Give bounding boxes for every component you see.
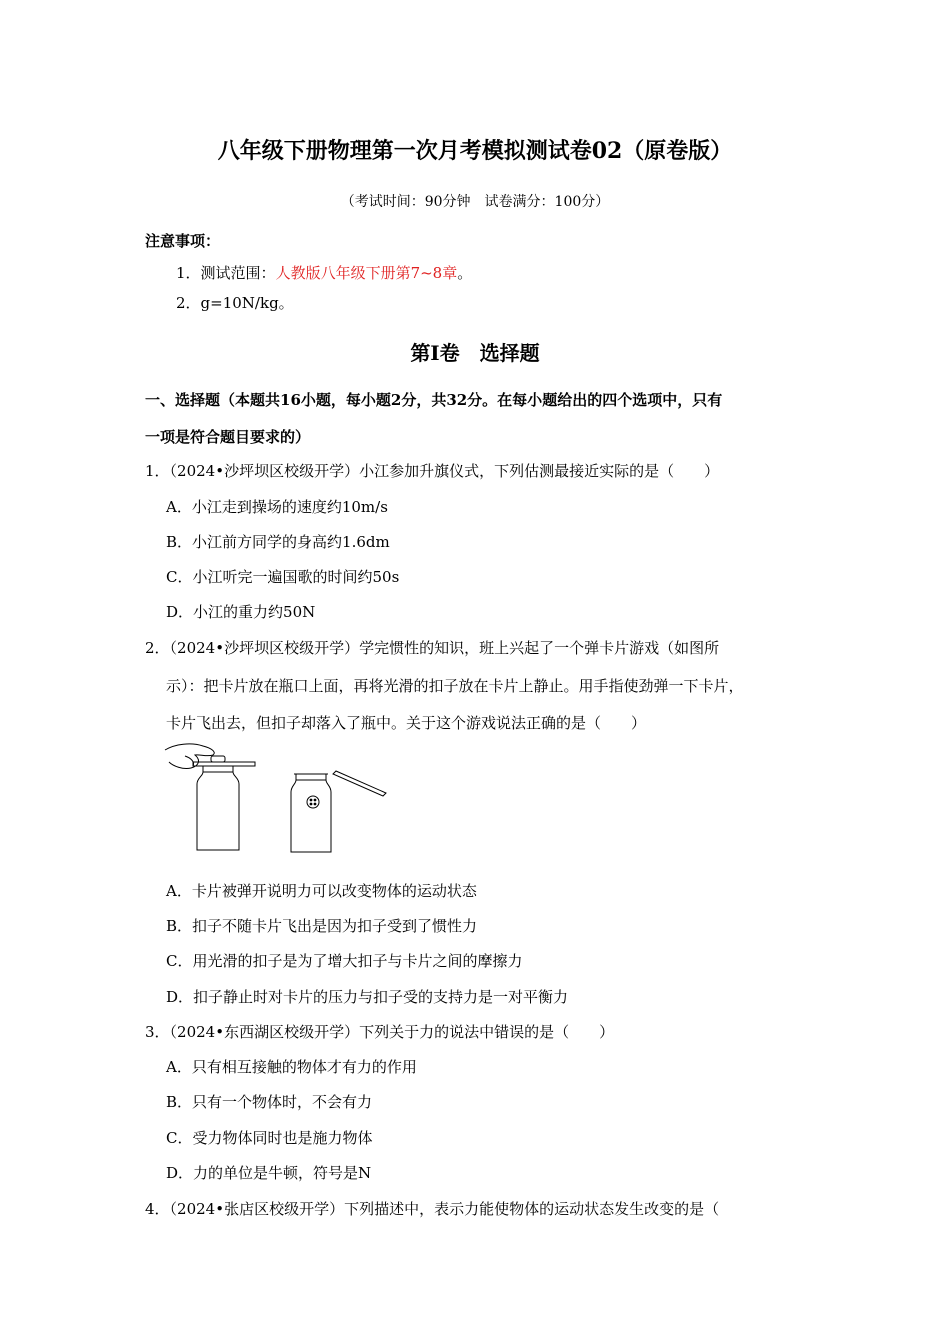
part-heading-line-2: 一项是符合题目要求的） xyxy=(145,428,311,446)
note-text: g=10N/kg。 xyxy=(200,294,294,312)
question-1-option-a: A．小江走到操场的速度约10m/s xyxy=(166,498,388,516)
note-item-1 xyxy=(176,262,472,283)
question-2-option-c: C．用光滑的扣子是为了增大扣子与卡片之间的摩擦力 xyxy=(166,952,523,970)
question-2-stem-line-3: 卡片飞出去，但扣子却落入了瓶中。关于这个游戏说法正确的是（ ） xyxy=(166,714,647,732)
question-3-option-c: C．受力物体同时也是施力物体 xyxy=(166,1129,373,1147)
note-number: 2． xyxy=(176,294,201,312)
question-2-stem-line-1: 2．（2024•沙坪坝区校级开学）学完惯性的知识，班上兴起了一个弹卡片游戏（如图所 xyxy=(145,639,720,657)
question-2-option-b: B．扣子不随卡片飞出是因为扣子受到了惯性力 xyxy=(166,917,478,935)
note-prefix: 测试范围： xyxy=(200,264,276,282)
finger-icon xyxy=(185,756,194,766)
note-number: 1． xyxy=(176,264,201,282)
question-3-option-a: A．只有相互接触的物体才有力的作用 xyxy=(166,1058,417,1076)
button-left xyxy=(211,756,225,762)
question-2-option-d: D．扣子静止时对卡片的压力与扣子受的支持力是一对平衡力 xyxy=(166,988,569,1006)
notes-heading: 注意事项： xyxy=(145,232,221,250)
bottle-right xyxy=(291,774,331,852)
question-1-option-d: D．小江的重力约50N xyxy=(166,603,316,621)
question-3-stem: 3．（2024•东西湖区校级开学）下列关于力的说法中错误的是（ ） xyxy=(145,1023,615,1041)
question-4-stem: 4．（2024•张店区校级开学）下列描述中，表示力能使物体的运动状态发生改变的是（ xyxy=(145,1200,720,1218)
button-in-bottle xyxy=(307,796,319,808)
page-title: 八年级下册物理第一次月考模拟测试卷02（原卷版） xyxy=(217,138,733,164)
bottle-left xyxy=(197,766,239,850)
question-2-stem-line-2: 示）：把卡片放在瓶口上面，再将光滑的扣子放在卡片上静止。用手指使劲弹一下卡片， xyxy=(166,677,744,695)
question-3-option-b: B．只有一个物体时，不会有力 xyxy=(166,1093,373,1111)
question-1-option-c: C．小江听完一遍国歌的时间约50s xyxy=(166,568,400,586)
note-suffix: 。 xyxy=(457,264,473,282)
section-title: 第Ⅰ卷 选择题 xyxy=(410,341,540,365)
note-highlight: 人教版八年级下册第7~8章 xyxy=(275,264,458,282)
hand-icon xyxy=(165,744,214,769)
question-2-option-a: A．卡片被弹开说明力可以改变物体的运动状态 xyxy=(166,882,477,900)
bottle-card-figure xyxy=(163,740,393,860)
question-1-option-b: B．小江前方同学的身高约1.6dm xyxy=(166,533,390,551)
question-3-option-d: D．力的单位是牛顿，符号是N xyxy=(166,1164,372,1182)
card-left xyxy=(193,762,255,766)
note-item-2 xyxy=(176,292,294,313)
part-heading-line-1: 一、选择题（本题共16小题，每小题2分，共32分。在每小题给出的四个选项中，只有 xyxy=(145,391,723,409)
flying-card xyxy=(333,771,386,796)
exam-info: （考试时间：90分钟 试卷满分：100分） xyxy=(340,194,610,210)
question-1-stem: 1．（2024•沙坪坝区校级开学）小江参加升旗仪式，下列估测最接近实际的是（ ） xyxy=(145,462,720,480)
